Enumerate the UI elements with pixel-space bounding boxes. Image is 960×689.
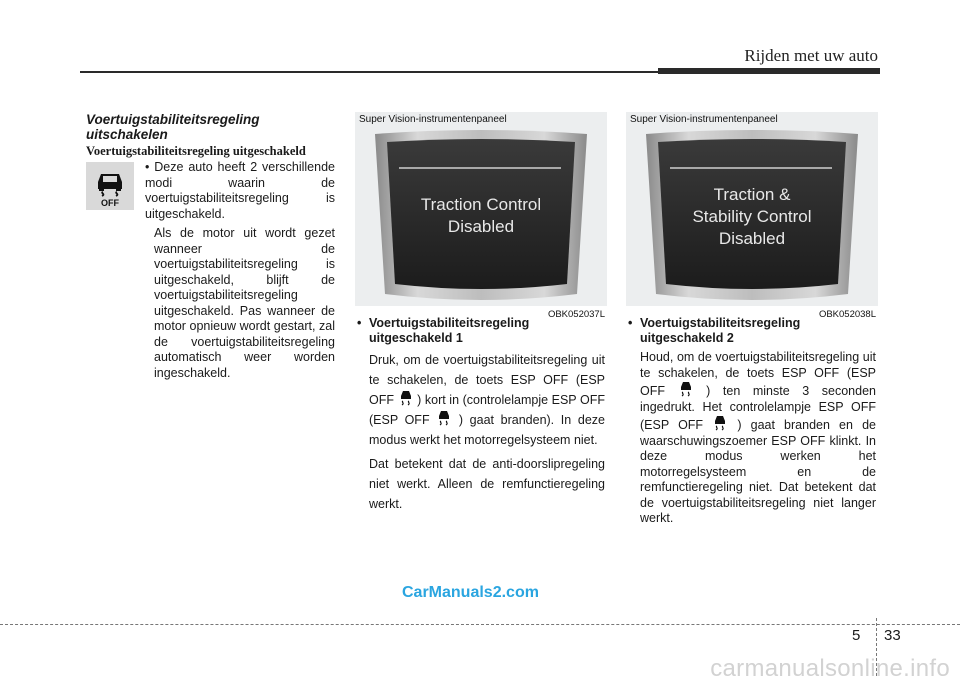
mode-2-title: • Voertuigstabiliteitsregeling uitgeschakeld 2 <box>628 316 801 345</box>
panel-line-2: Disabled <box>447 217 515 236</box>
esp-off-icon <box>713 415 727 432</box>
panel-line-2: Stability Control <box>692 207 812 226</box>
esp-off-icon <box>679 381 693 398</box>
left-text <box>145 160 335 381</box>
figure-code: OBK052037L <box>547 309 605 320</box>
mode-1-title: • Voertuigstabiliteitsregeling uitgeschakeld 1 <box>357 316 530 345</box>
esp-off-icon <box>437 410 451 427</box>
header-rule-thick <box>658 68 880 74</box>
page-number: 33 <box>884 627 901 644</box>
mode-1-paragraph: Druk, om de voertuigstabiliteitsregeling uit te schakelen, de toets ESP OFF (ESP OFF ) kort in (controlelampje ESP OFF (ESP OFF ) gaat branden). In deze modus werkt het motorregelsysteem niet. <box>369 353 605 447</box>
panel-caption: Super Vision-instrumentenpaneel <box>359 114 507 125</box>
figure-code: OBK052038L <box>818 309 876 320</box>
instrument-panel-image-1 <box>355 112 607 320</box>
sub-heading: Voertuigstabiliteitsregeling uitgeschakeld <box>86 144 306 158</box>
watermark-link[interactable]: CarManuals2.com <box>402 584 539 601</box>
mode-1-note: Dat betekent dat de anti-doorslipregeling niet werkt. Alleen de remfunctieregeling werkt. <box>369 457 605 511</box>
section-heading: Voertuigstabiliteitsregeling uitschakelen <box>86 112 260 142</box>
panel-line-1: Traction & <box>713 185 791 204</box>
left-bullet-text: Deze auto heeft 2 verschillende modi waarin de voertuigstabiliteitsregeling is uitgeschakeld. <box>145 160 335 221</box>
panel-caption: Super Vision-instrumentenpaneel <box>630 114 778 125</box>
mode-2-section <box>626 316 876 527</box>
panel-line-3: Disabled <box>718 229 786 248</box>
esp-off-label: OFF <box>101 198 119 208</box>
mode-2-paragraph: Houd, om de voertuigstabiliteitsregeling uit te schakelen, de toets ESP OFF (ESP OFF ) ten minste 3 seconden ingedrukt. Het controlelampje ESP OFF (ESP OFF ) gaat branden en de waarschuwingszoemer ESP OFF klinkt. In deze modus werken het motorregelsysteem en de remfunctieregeling niet. Dat betekent dat de voertuigstabiliteitsregeling niet langer werkt. <box>640 350 876 525</box>
left-bullet: • Deze auto heeft 2 verschillende modi waarin de voertuigstabiliteitsregeling is uitgeschakeld. <box>145 160 335 221</box>
instrument-panel-image-2 <box>626 112 878 320</box>
left-paragraph: Als de motor uit wordt gezet wanneer de voertuigstabiliteitsregeling is uitgeschakeld, blijft de voertuigstabiliteitsregeling uitgeschakeld. Pas wanneer de motor opnieuw wordt gestart, zal de voertuigstabiliteitsregeling automatisch weer worden ingeschakeld. <box>154 226 335 380</box>
esp-off-icon <box>399 390 413 407</box>
mode-1-section <box>355 316 605 514</box>
panel-line-1: Traction Control <box>420 195 542 214</box>
panel-screen-text <box>626 184 878 250</box>
panel-screen-text <box>355 194 607 238</box>
footer-site-watermark: carmanualsonline.info <box>710 655 950 682</box>
header-title: Rijden met uw auto <box>744 46 878 65</box>
header-rule <box>80 71 658 73</box>
esp-off-icon <box>86 162 134 210</box>
footer-divider <box>0 624 960 625</box>
chapter-number: 5 <box>852 627 861 644</box>
